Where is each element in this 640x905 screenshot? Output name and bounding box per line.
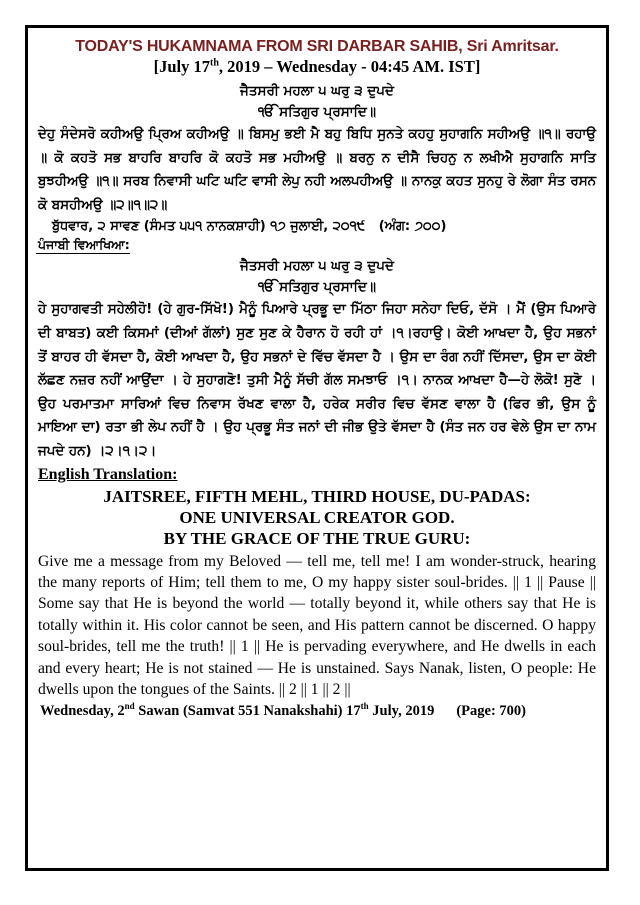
header-date-open: [July 17 [153,57,211,76]
footer-page: (Page: 700) [456,703,526,720]
punjabi-vyakhya-heading: ਪੰਜਾਬੀ ਵਿਆਖਿਆ: [38,237,130,253]
shabad-text: ਦੇਹੁ ਸੰਦੇਸਰੋ ਕਹੀਅਉ ਪ੍ਰਿਅ ਕਹੀਅਉ ॥ ਬਿਸਮੁ ਭਈ ਮੈ ਬਹੁ ਬਿਧਿ ਸੁਨਤੇ ਕਹਹੁ ਸੁਹਾਗਨਿ ਸਹੀਅਉ ॥੧॥ ਰਹਾਉ ॥ ਕੋ ਕਹਤੋ ਸਭ ਬਾਹਰਿ ਬਾਹਰਿ ਕੋ ਕਹਤੋ ਸਭ ਮਹੀਅਉ ॥ ਬਰਨੁ ਨ ਦੀਸੈ ਚਿਹਨੁ ਨ ਲਖੀਐ ਸੁਹਾਗਨਿ ਸਾਤਿ ਬੁਝਹੀਅਉ ॥੧॥ ਸਰਬ ਨਿਵਾਸੀ ਘਟਿ ਘਟਿ ਵਾਸੀ ਲੇਪੁ ਨਹੀ ਅਲਪਹੀਅਉ ॥ ਨਾਨਕੁ ਕਹਤ ਸੁਨਹੁ ਰੇ ਲੋਗਾ ਸੰਤ ਰਸਨ ਕੋ ਬਸਹੀਅਉ ॥੨॥੧॥੨॥ [38,127,596,213]
footer-month-sup: th [360,701,369,712]
footer-year: July, 2019 [368,703,435,720]
document-title [36,38,598,56]
english-translation-heading: English Translation: [38,465,178,483]
hukamnama-document [36,36,598,860]
title-location: , Sri Amritsar. [458,38,559,55]
page-border [25,25,609,871]
english-translation-text: Give me a message from my Beloved — tell me, tell me! I am wonder-struck, hearing the many reports of Him; tell them to me, O my happy sister soul-brides. || 1 || Pause || Some say that He is beyond the world — totally beyond it, while others say that He is totally within it. His color cannot be seen, and His pattern cannot be discerned. O happy soul-brides, tell me the truth! || 1 || He is pervading everywhere, and He dwells in each and every heart; He is not stained — He is unstained. Says Nanak, listen, O people: He dwells upon the tongues of the Saints. || 2 || 1 || 2 || [38,552,596,698]
vyakhya-mool-line: ੴ ਸਤਿਗੁਰ ਪ੍ਰਸਾਦਿ॥ [258,279,376,296]
gurmukhi-date-line [36,219,598,234]
footer-samvat: Sawan (Samvat 551 Nanakshahi) 17 [134,703,361,720]
english-mool-line: ONE UNIVERSAL CREATOR GOD. [179,507,455,527]
english-grace-line: BY THE GRACE OF THE TRUE GURU: [163,528,471,548]
footer-day: Wednesday, 2 [40,703,125,720]
mool-mantar-line: ੴ ਸਤਿਗੁਰ ਪ੍ਰਸਾਦਿ॥ [258,104,376,120]
english-raag-heading: JAITSREE, FIFTH MEHL, THIRD HOUSE, DU-PADAS: [103,486,531,506]
title-text: TODAY'S HUKAMNAMA FROM SRI DARBAR SAHIB [75,38,459,55]
header-date [36,57,598,77]
footer-date-line [36,703,598,720]
punjabi-vyakhya-text: ਹੇ ਸੁਹਾਗਵਤੀ ਸਹੇਲੀਹੋ! (ਹੇ ਗੁਰ-ਸਿੱਖੋ!) ਮੈਨੂੰ ਪਿਆਰੇ ਪ੍ਰਭੂ ਦਾ ਮਿੱਠਾ ਜਿਹਾ ਸਨੇਹਾ ਦਿਓ, ਦੱਸੋ । ਮੈਂ (ਉਸ ਪਿਆਰੇ ਦੀ ਬਾਬਤ) ਕਈ ਕਿਸਮਾਂ (ਦੀਆਂ ਗੱਲਾਂ) ਸੁਣ ਸੁਣ ਕੇ ਹੈਰਾਨ ਹੋ ਰਹੀ ਹਾਂ ।੧।ਰਹਾਉ। ਕੋਈ ਆਖਦਾ ਹੈ, ਉਹ ਸਭਨਾਂ ਤੋਂ ਬਾਹਰ ਹੀ ਵੱਸਦਾ ਹੈ, ਕੋਈ ਆਖਦਾ ਹੈ, ਉਹ ਸਭਨਾਂ ਦੇ ਵਿੱਚ ਵੱਸਦਾ ਹੈ । ਉਸ ਦਾ ਰੰਗ ਨਹੀਂ ਦਿੱਸਦਾ, ਉਸ ਦਾ ਕੋਈ ਲੱਛਣ ਨਜ਼ਰ ਨਹੀਂ ਆਉਂਦਾ । ਹੇ ਸੁਹਾਗਣੋ! ਤੁਸੀ ਮੈਨੂੰ ਸੱਚੀ ਗੱਲ ਸਮਝਾਓ ।੧। ਨਾਨਕ ਆਖਦਾ ਹੈ—ਹੇ ਲੋਕੋ! ਸੁਣੋ । ਉਹ ਪਰਮਾਤਮਾ ਸਾਰਿਆਂ ਵਿਚ ਨਿਵਾਸ ਰੱਖਣ ਵਾਲਾ ਹੈ, ਹਰੇਕ ਸਰੀਰ ਵਿਚ ਵੱਸਣ ਵਾਲਾ ਹੈ (ਫਿਰ ਭੀ, ਉਸ ਨੂੰ ਮਾਇਆ ਦਾ) ਰਤਾ ਭੀ ਲੇਪ ਨਹੀਂ ਹੈ । ਉਹ ਪ੍ਰਭੂ ਸੰਤ ਜਨਾਂ ਦੀ ਜੀਭ ਉਤੇ ਵੱਸਦਾ ਹੈ (ਸੰਤ ਜਨ ਹਰ ਵੇਲੇ ਉਸ ਦਾ ਨਾਮ ਜਪਦੇ ਹਨ) ।੨।੧।੨। [38,302,596,459]
vyakhya-raag-heading: ਜੈਤਸਰੀ ਮਹਲਾ ੫ ਘਰੁ ੩ ਦੁਪਦੇ [240,258,394,275]
raag-heading: ਜੈਤਸਰੀ ਮਹਲਾ ੫ ਘਰੁ ੩ ਦੁਪਦੇ [240,83,394,99]
footer-day-sup: nd [124,701,135,712]
gurmukhi-date: ਬੁੱਧਵਾਰ, ੨ ਸਾਵਣ (ਸੰਮਤ ੫੫੧ ਨਾਨਕਸ਼ਾਹੀ) ੧੭ ਜੁਲਾਈ, ੨੦੧੯ [52,219,366,235]
header-date-sup: th [210,57,219,69]
header-date-rest: , 2019 – Wednesday - 04:45 AM. IST] [218,57,481,76]
gurmukhi-ang: (ਅੰਗ: ੭੦੦) [378,219,447,235]
